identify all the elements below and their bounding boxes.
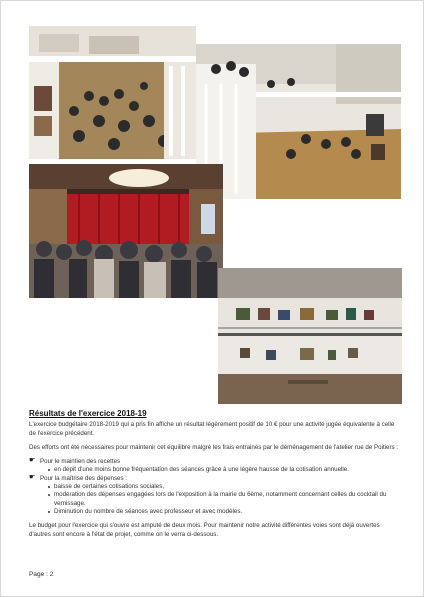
bullet-label: Pour le maintien des recettes xyxy=(40,458,121,466)
sub-list-item: modération des dépenses engagées lors de l'exposition à la mairie du 6ème, notamment concernant celles du cocktail du vernissage. xyxy=(48,491,399,508)
sub-list-item: en dépit d'une moins bonne fréquentation des séances grâce à une légère hausse de la cotisation annuelle. xyxy=(48,466,399,474)
photo-exhibition-room xyxy=(218,268,402,404)
measures-list xyxy=(29,458,399,516)
photo-gallery-upper xyxy=(29,26,196,159)
pointing-hand-icon: ☛ xyxy=(29,473,36,481)
list-item xyxy=(29,475,399,516)
results-section xyxy=(29,410,399,545)
pointing-hand-icon: ☛ xyxy=(29,457,36,465)
photo-gallery-balcony xyxy=(196,44,401,199)
bullet-label: Pour la maîtrise des dépenses : xyxy=(40,474,128,482)
page-number: Page : 2 xyxy=(29,571,54,578)
closing-paragraph: Le budget pour l'exercice qui s'ouvre est amputé de deux mois. Pour maintenir notre activité différentes voies sont déjà ouvertes d'autres sont encore à l'état de projet, comme on le verra ci-dessous. xyxy=(29,522,380,538)
efforts-paragraph: Des efforts ont été nécessaires pour maintenir cet équilibre malgré les frais entrainés par le déménagement de l'atelier rue de Poitiers : xyxy=(29,443,399,451)
section-title: Résultats de l'exercice 2018-19 xyxy=(29,409,147,418)
photo-theatre-hall xyxy=(29,164,223,298)
sub-list-item: baisse de certaines cotisations sociales, xyxy=(48,483,399,491)
intro-paragraph: L'exercice budgétaire 2018-2019 qui a pris fin affiche un résultat légèrement positif de 10 € pour une activité jugée équivalente à celle de l'exercice précédent. xyxy=(29,421,395,437)
sub-list-item: Diminution du nombre de séances avec professeur et avec modèles. xyxy=(48,508,399,516)
list-item xyxy=(29,458,399,475)
